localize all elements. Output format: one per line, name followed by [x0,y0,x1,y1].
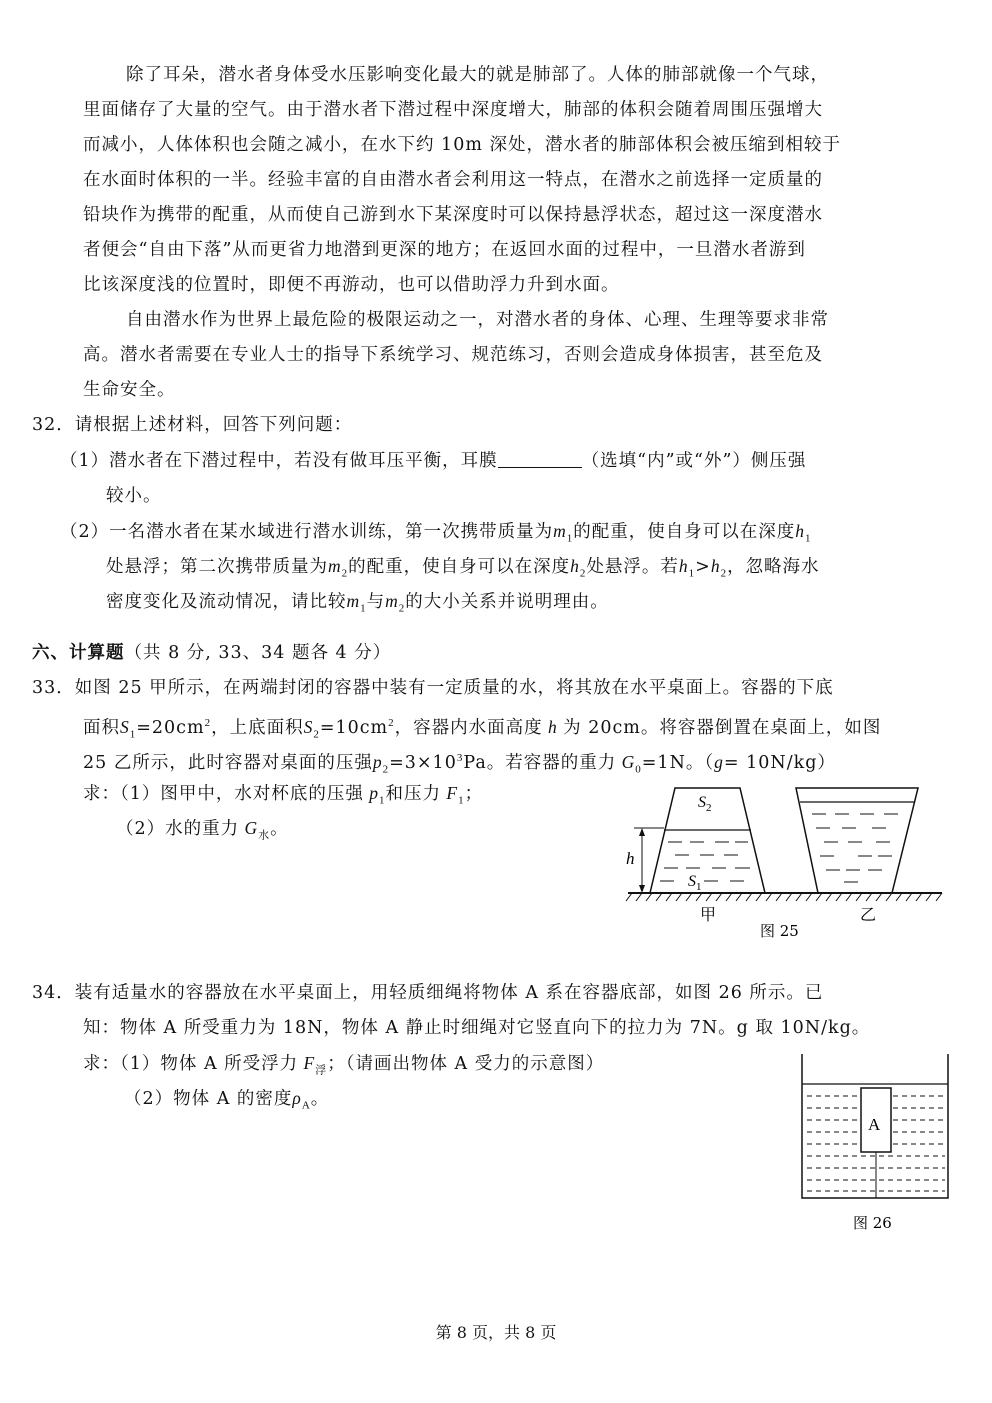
q34-text: 求：（1）物体 A 所受浮力 [83,1054,299,1074]
q32-sub2-line3: 密度变化及流动情况，请比较$m_1$与$m_2$的大小关系并说明理由。 [106,591,609,615]
label-yi: 乙 [860,905,877,924]
q32-sub2-text: 密度变化及流动情况，请比较 [106,592,347,612]
q33-text: Pa。若容器的重力 [463,752,617,773]
q32-sub2-text: ，忽略海水 [727,557,820,577]
water-b [812,814,898,882]
q32-sub1-line1 [60,448,806,474]
label-jia: 甲 [700,905,717,924]
h-arrow-down [639,885,645,893]
section-note: （共 8 分, 33、34 题各 4 分） [124,643,392,663]
figure-25-caption: 图 25 [760,922,799,940]
q32-sub2-text: 的大小关系并说明理由。 [405,592,609,612]
q33-line5: （2）水的重力 $G_水$。 [116,818,289,842]
q33-text: 求：（1）图甲中，水对杯底的压强 [83,784,364,804]
section-heading [32,640,391,666]
q33-line1: 33．如图 25 甲所示，在两端封闭的容器中装有一定质量的水，将其放在水平桌面上。容器的下底 [32,678,834,698]
ground-hatch [626,893,942,901]
answer-blank[interactable] [498,449,582,468]
q33-text: =10cm [319,717,389,738]
q33-text: 面积 [83,717,120,738]
q32-sub1-line2: 较小。 [106,486,162,506]
para1-line7: 比该深度浅的位置时，即便不再游动，也可以借助浮力升到水面。 [83,275,620,295]
q33-text: ，容器内水面高度 [394,717,543,738]
q32-sub2-text: 处悬浮；第二次携带质量为 [106,557,328,577]
q33-text: 和压力 [385,784,442,804]
q34-subscript: A [301,1099,311,1112]
para1-line6: 者便会“自由下落”从而更省力地潜到更深的地方；在返回水面的过程中，一旦潜水者游到 [83,240,806,260]
q34-line4: （2）物体 A 的密度$\rho_A$。 [124,1088,330,1112]
q33-line3: 25 乙所示，此时容器对桌面的压强$p_2=3\times 10^3Pa$。若容器的重力 $G_0=1N$。（g= 10N/kg） [83,751,836,776]
q33-text: ，上底面积 [211,717,304,738]
q34-line3: 求：（1）物体 A 所受浮力 $F_浮$；（请画出物体 A 受力的示意图） [83,1053,605,1077]
h-arrow-up [639,828,645,836]
para1-line5: 铅块作为携带的配重，从而使自己游到水下某深度时可以保持悬浮状态，超过这一深度潜水 [83,205,823,225]
figure-26-caption: 图 26 [853,1214,892,1232]
q32-sub1-text-a: （1）潜水者在下潜过程中，若没有做耳压平衡，耳膜 [60,451,498,471]
q34-subscript: 浮 [315,1064,328,1077]
h-label: h [626,849,635,868]
q33-text: （2）水的重力 [116,819,240,839]
s2-label: $S_2$ [698,794,712,814]
q34-text: 。 [310,1089,330,1109]
section-title: 六、计算题 [32,643,125,663]
para1-line3: 而减小，人体体积也会随之减小，在水下约 10m 深处，潜水者的肺部体积会被压缩到相较于 [83,135,841,155]
q33-text: 。 [270,819,289,839]
q34-line1: 34．装有适量水的容器放在水平桌面上，用轻质细绳将物体 A 系在容器底部，如图 26 所示。已 [32,983,824,1003]
q32-sub2-line2: 处悬浮；第二次携带质量为$m_2$的配重，使自身可以在深度$h_2$处悬浮。若$h_1>h_2$，忽略海水 [106,556,820,580]
para1-line4: 在水面时体积的一半。经验丰富的自由潜水者会利用这一特点，在潜水之前选择一定质量的 [83,170,823,190]
q32-sub2-text: 的配重，使自身可以在深度 [573,522,796,542]
q33-text: 25 乙所示，此时容器对桌面的压强 [83,752,373,773]
q34-text: （2）物体 A 的密度 [124,1089,293,1109]
s1-label: $S_1$ [688,873,702,893]
q32-sub1-text-b: （选填“内”或“外”）侧压强 [581,451,807,471]
figure-25 [620,780,950,950]
page-footer: 第 8 页，共 8 页 [435,1323,557,1342]
q33-text: 为 20cm。将容器倒置在桌面上，如图 [563,717,882,738]
q33-text: ； [464,784,484,804]
q33-subscript: 水 [258,829,271,842]
q32-sub2-text: 的配重，使自身可以在深度 [348,557,571,577]
q33-line4: 求：（1）图甲中，水对杯底的压强 $p_1$和压力 $F_1$； [83,783,484,807]
q32-sub2-text: 与 [366,592,386,612]
q33-text: =1N。（ [641,752,715,773]
container-b [796,788,918,893]
q32-sub2-text: 处悬浮。若 [586,557,679,577]
q33-line2: 面积$S_1=20cm^2$，上底面积$S_2=10cm^2$，容器内水面高度 h 为 20cm。将容器倒置在桌面上，如图 [83,716,882,741]
q32-sub2-text: （2）一名潜水者在某水域进行潜水训练，第一次携带质量为 [60,522,554,542]
q33-text: = 10N/kg） [723,752,836,773]
figure-26 [795,1050,955,1240]
para2-line3: 生命安全。 [83,380,176,400]
q33-text: =3×10 [389,752,457,773]
block-a-label: A [868,1115,881,1134]
para1-line2: 里面储存了大量的空气。由于潜水者下潜过程中深度增大，肺部的体积会随着周围压强增大 [83,100,823,120]
q33-text: =20cm [136,717,205,738]
q32-stem: 32．请根据上述材料，回答下列问题： [32,415,353,435]
para1-line1: 除了耳朵，潜水者身体受水压影响变化最大的就是肺部了。人体的肺部就像一个气球， [126,65,829,85]
water-a [660,842,750,881]
q34-line2: 知：物体 A 所受重力为 18N，物体 A 静止时细绳对它竖直向下的拉力为 7N。g 取 10N/kg。 [83,1018,871,1038]
q32-sub2-line1: （2）一名潜水者在某水域进行潜水训练，第一次携带质量为$m_1$的配重，使自身可以在深度$h_1$ [60,521,812,545]
para2-line1: 自由潜水作为世界上最危险的极限运动之一，对潜水者的身体、心理、生理等要求非常 [126,310,829,330]
q34-text: ；（请画出物体 A 受力的示意图） [327,1054,605,1074]
para2-line2: 高。潜水者需要在专业人士的指导下系统学习、规范练习，否则会造成身体损害，甚至危及 [83,345,823,365]
